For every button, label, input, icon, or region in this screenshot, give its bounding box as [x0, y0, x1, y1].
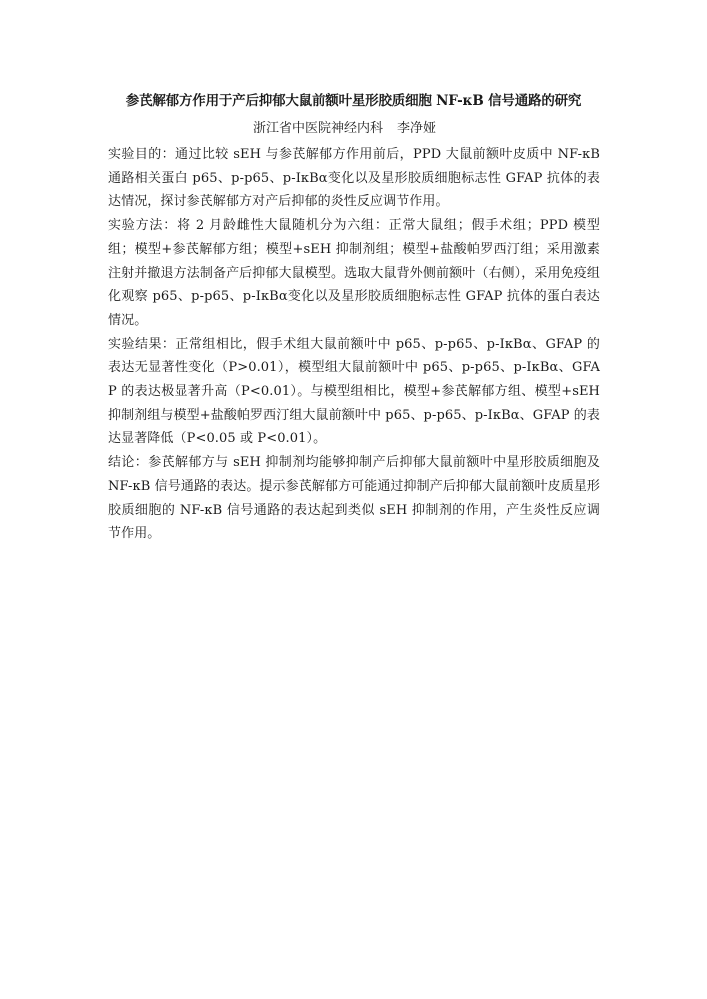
paragraph-label: 实验结果：	[108, 336, 176, 352]
byline	[253, 120, 436, 138]
paragraph-conclusion	[108, 451, 600, 546]
paragraph-label: 结论：	[108, 455, 149, 471]
paragraph-label: 实验方法：	[108, 218, 178, 234]
document-title: 参芪解郁方作用于产后抑郁大鼠前额叶星形胶质细胞 NF-κB 信号通路的研究	[125, 93, 582, 109]
institution: 浙江省中医院神经内科	[253, 121, 384, 136]
abstract-body	[108, 143, 600, 546]
paragraph-text: 通过比较 sEH 与参芪解郁方作用前后，PPD 大鼠前额叶皮质中 NF-κB 通路相关蛋白 p65、p-p65、p-IκBα变化以及星形胶质细胞标志性 GFAP 抗体的表达情况，探讨参芪解郁方对产后抑郁的炎性反应调节作用。	[108, 147, 600, 210]
paragraph-objective	[108, 143, 600, 214]
paragraph-methods	[108, 214, 600, 333]
paragraph-text: 正常组相比，假手术组大鼠前额叶中 p65、p-p65、p-IκBα、GFAP 的表达无显著性变化（P>0.01），模型组大鼠前额叶中 p65、p-p65、p-IκBα、GFAP 的表达极显著升高（P<0.01）。与模型组相比，模型+参芪解郁方组、模型+sEH 抑制剂组与模型+盐酸帕罗西汀组大鼠前额叶中 p65、p-p65、p-IκBα、GFAP 的表达显著降低（P<0.05 或 P<0.01）。	[108, 336, 600, 447]
paragraph-text: 将 2 月龄雌性大鼠随机分为六组：正常大鼠组；假手术组；PPD 模型组；模型+参芪解郁方组；模型+sEH 抑制剂组；模型+盐酸帕罗西汀组；采用激素注射并撤退方法制备产后抑郁大鼠模型。选取大鼠背外侧前额叶（右侧），采用免疫组化观察 p65、p-p65、p-IκBα变化以及星形胶质细胞标志性 GFAP 抗体的蛋白表达情况。	[108, 218, 600, 328]
paragraph-label: 实验目的：	[108, 147, 176, 162]
author-name: 李净娅	[397, 121, 437, 136]
paragraph-text: 参芪解郁方与 sEH 抑制剂均能够抑制产后抑郁大鼠前额叶中星形胶质细胞及 NF-κB 信号通路的表达。提示参芪解郁方可能通过抑制产后抑郁大鼠前额叶皮质星形胶质细胞的 NF-κB 信号通路的表达起到类似 sEH 抑制剂的作用，产生炎性反应调节作用。	[108, 455, 601, 542]
paragraph-results	[108, 333, 600, 452]
